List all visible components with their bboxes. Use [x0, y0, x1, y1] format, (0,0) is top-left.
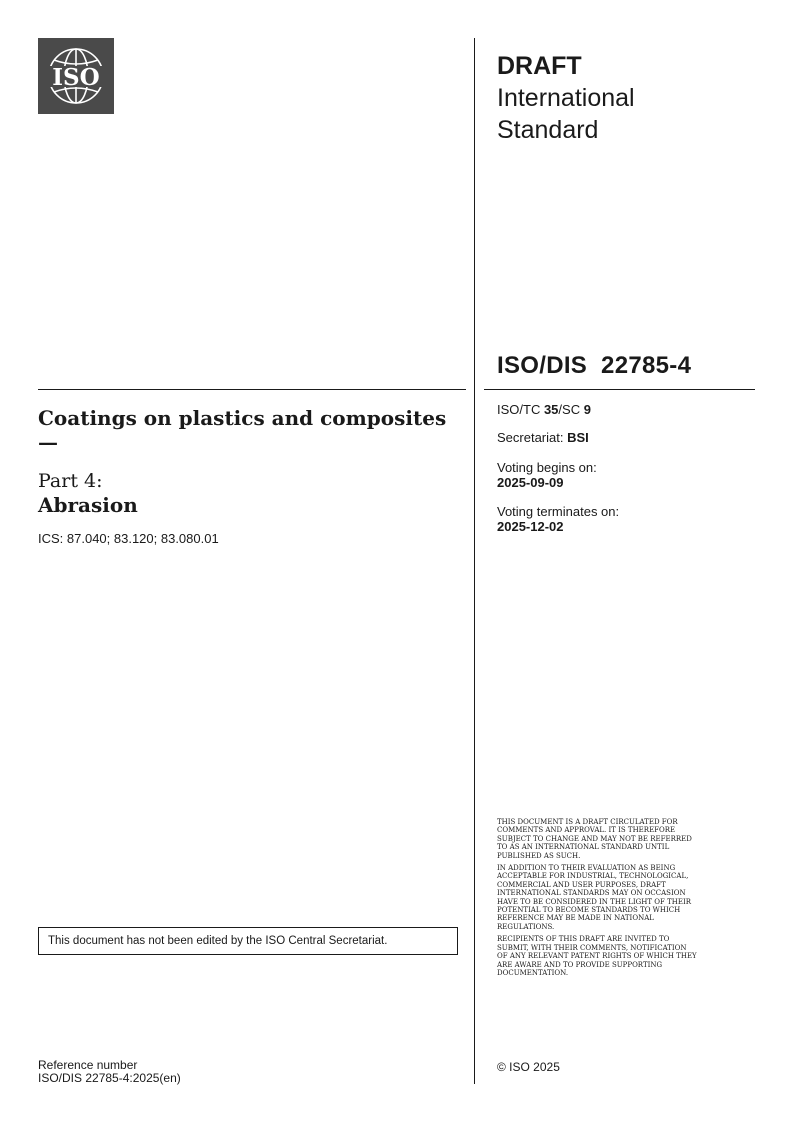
sc-number: 9: [583, 402, 591, 417]
part-title: Abrasion: [38, 493, 138, 517]
notice-paragraph: THIS DOCUMENT IS A DRAFT CIRCULATED FOR COMMENTS AND APPROVAL. IT IS THEREFORE SUBJECT TO CHANGE AND MAY NOT BE REFERRED TO AS AN INTERNATIONAL STANDARD UNTIL PUBLISHED AS SUCH.: [497, 818, 692, 860]
ics-codes: ICS: 87.040; 83.120; 83.080.01: [38, 531, 219, 546]
iso-logo: [38, 38, 114, 114]
document-number: ISO/DIS 22785-4: [497, 352, 692, 379]
secretariat: Secretariat: BSI: [497, 430, 589, 445]
iso-logo-text: ISO: [52, 64, 100, 91]
standard-label: Standard: [497, 116, 599, 144]
secretariat-value: BSI: [567, 430, 589, 445]
vertical-divider: [474, 38, 475, 1084]
draft-heading: [497, 50, 747, 146]
copyright: © ISO 2025: [497, 1060, 560, 1074]
reference-label: Reference number: [38, 1058, 138, 1072]
voting-begins: [497, 460, 597, 490]
draft-label: DRAFT: [497, 52, 582, 80]
voting-begins-date: 2025-09-09: [497, 475, 564, 490]
international-label: International: [497, 84, 635, 112]
edit-notice-box: This document has not been edited by the ISO Central Secretariat.: [38, 927, 458, 955]
voting-terminates-date: 2025-12-02: [497, 519, 564, 534]
tc-number: 35: [543, 402, 559, 417]
document-title: Coatings on plastics and composites —: [38, 406, 447, 454]
draft-notice: [497, 818, 697, 981]
horizontal-rule-right: [484, 389, 755, 390]
voting-terminates-label: Voting terminates on:: [497, 504, 620, 519]
voting-begins-label: Voting begins on:: [497, 460, 597, 475]
reference-value: ISO/DIS 22785-4:2025(en): [38, 1071, 181, 1085]
part-label: Part 4:: [38, 470, 103, 492]
iso-globe-icon: [38, 38, 114, 114]
voting-terminates: [497, 504, 619, 534]
horizontal-rule-left: [38, 389, 466, 390]
notice-paragraph: IN ADDITION TO THEIR EVALUATION AS BEING ACCEPTABLE FOR INDUSTRIAL, TECHNOLOGICAL, COMMERCIAL AND USER PURPOSES, DRAFT INTERNATIONAL STANDARDS MAY ON OCCASION HAVE TO BE CONSIDERED IN THE LIGHT OF THEIR POTENTIAL TO BECOME STANDARDS TO WHICH REFERENCE MAY BE MADE IN NATIONAL REGULATIONS.: [497, 864, 692, 931]
reference-number: [38, 1059, 181, 1085]
notice-paragraph: RECIPIENTS OF THIS DRAFT ARE INVITED TO SUBMIT, WITH THEIR COMMENTS, NOTIFICATION OF ANY RELEVANT PATENT RIGHTS OF WHICH THEY ARE AWARE AND TO PROVIDE SUPPORTING DOCUMENTATION.: [497, 935, 697, 977]
technical-committee: ISO/TC 35/SC 9: [497, 402, 591, 417]
